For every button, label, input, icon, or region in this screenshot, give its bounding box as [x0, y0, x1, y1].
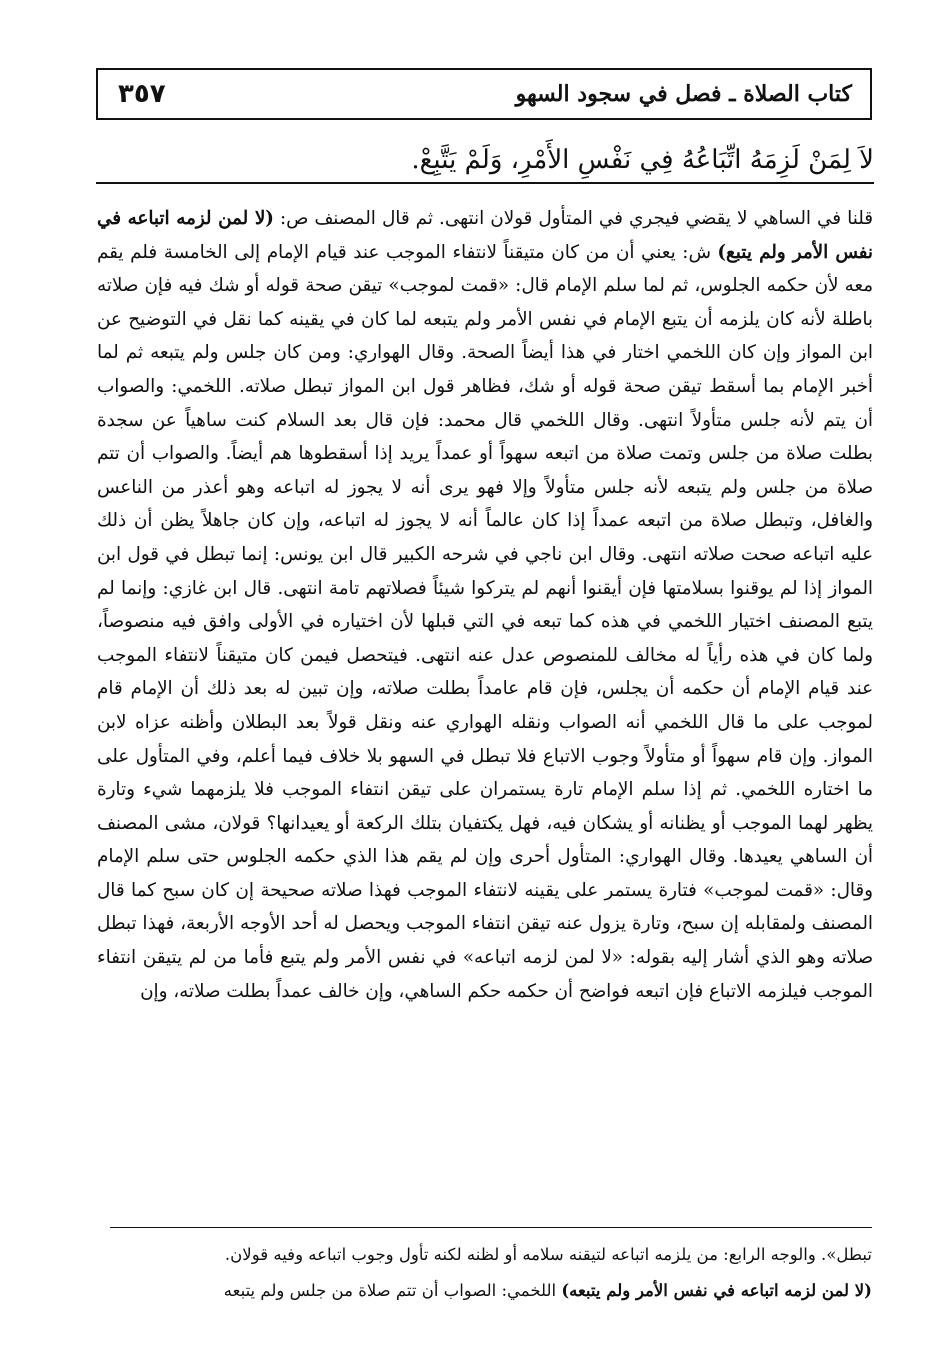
- footnote-line: [110, 1273, 872, 1309]
- matn-text: لاَ لِمَنْ لَزِمَهُ اتِّبَاعُهُ فِي نَفْسِ الأَمْرِ، وَلَمْ يَتَّبِعْ.: [411, 145, 874, 175]
- page-header: [96, 68, 872, 120]
- quoted-matn: (لا لمن لزمه اتباعه في نفس الأمر ولم يتبع): [97, 208, 874, 263]
- header-divider: [96, 182, 874, 184]
- footnote-line: تبطل». والوجه الرابع: من يلزمه اتباعه لتيقنه سلامه أو لظنه لكنه تأول وجوب اتباعه وفيه قولان.: [224, 1245, 872, 1264]
- commentary-body: [97, 202, 873, 1008]
- footnote-quoted-matn: (لا لمن لزمه اتباعه في نفس الأمر ولم يتبعه): [561, 1281, 872, 1300]
- page-number: ٣٥٧: [118, 79, 166, 109]
- footnote-divider: [110, 1227, 872, 1228]
- commentary-opening: قلنا في الساهي لا يقضي فيجري في المتأول قولان انتهى. ثم قال المصنف ص:: [273, 208, 874, 229]
- footnote-text: اللخمي: الصواب أن تتم صلاة من جلس ولم يتبعه: [223, 1281, 562, 1300]
- running-title: كتاب الصلاة ـ فصل في سجود السهو: [515, 81, 852, 107]
- commentary-text: ش: يعني أن من كان متيقناً لانتفاء الموجب عند قيام الإمام إلى الخامسة فلم يقم معه لأن حكمه الجلوس، ثم لما سلم الإمام قال: «قمت لموجب» تيقن صحة قوله أو شك فيه فإن صلاته باطلة لأنه كان يلزمه أن يتبع الإمام في نفس الأمر ولم يتبعه لما كان في يقينه كما نقل في التوضيح عن ابن المواز وإن كان اللخمي اختار في هذا أيضاً الصحة. وقال الهواري: ومن كان جلس ولم يتبعه ثم لما أخبر الإمام بما أسقط تيقن صحة قوله أو شك، فظاهر قول ابن المواز تبطل صلاته. اللخمي: والصواب أن يتم لأنه جلس متأولاً انتهى. وقال اللخمي قال محمد: فإن قال بعد السلام كنت ساهياً عن سجدة بطلت صلاة من جلس وتمت صلاة من اتبعه سهواً أو عمداً يريد إذا أسقطوها هم أيضاً. والصواب أن تتم صلاة من جلس ولم يتبعه لأنه جلس متأولاً وإلا فهو يرى أنه لا يجوز له اتباعه وهو أعذر من الناعس والغافل، وتبطل صلاة من اتبعه عمداً إذا كان عالماً أنه لا يجوز له اتباعه، وإن كان جاهلاً يظن أن ذلك عليه اتباعه صحت صلاته انتهى. وقال ابن ناجي في شرحه الكبير قال ابن يونس: إنما تبطل في قول ابن المواز إذا لم يوقنوا بسلامتها فإن أيقنوا أنهم لم يتركوا شيئاً فصلاتهم تامة انتهى. قال ابن غازي: وإنما لم يتبع المصنف اختيار اللخمي في هذه كما تبعه في التي قبلها لأن اختياره في الأولى وافق فيه منصوصاً، ولما كان في هذه رأياً له مخالف للمنصوص عدل عنه انتهى. فيتحصل فيمن كان متيقناً لانتفاء الموجب عند قيام الإمام أن حكمه أن يجلس، فإن قام عامداً بطلت صلاته، وإن تبين له بعد ذلك أن الإمام قام لموجب على ما قال اللخمي أنه الصواب ونقله الهواري عنه ونقل قولاً بعد البطلان وأظنه عزاه لابن المواز. وإن قام سهواً أو متأولاً وجوب الاتباع فلا تبطل في السهو بلا خلاف فيما أعلم، وفي المتأول على ما اختاره اللخمي. ثم إذا سلم الإمام تارة يستمران على تيقن انتفاء الموجب فلا يلزمهما شيء وتارة يظهر لهما الموجب أو يظنانه أو يشكان فيه، فهل يكتفيان بتلك الركعة أو يعيدانها؟ قولان، مشى المصنف أن الساهي يعيدها. وقال الهواري: المتأول أحرى وإن لم يقم هذا الذي حكمه الجلوس حتى سلم الإمام وقال: «قمت لموجب» فتارة يستمر على يقينه لانتفاء الموجب فهذا صلاته صحيحة إن كان سبح كما قال المصنف ولمقابله إن سبح، وتارة يزول عنه تيقن انتفاء الموجب ويحصل له أحد الأوجه الأربعة، فهذا تبطل صلاته وهو الذي أشار إليه بقوله: «لا لمن لزمه اتباعه» في نفس الأمر ولم يتبع فأما من لم يتيقن انتفاء الموجب فيلزمه الاتباع فإن اتبعه فواضح أن حكمه حكم الساهي، وإن خالف عمداً بطلت صلاته، وإن: [97, 241, 873, 1002]
- commentary-paragraph: [97, 202, 873, 1008]
- footnote-block: [110, 1237, 872, 1309]
